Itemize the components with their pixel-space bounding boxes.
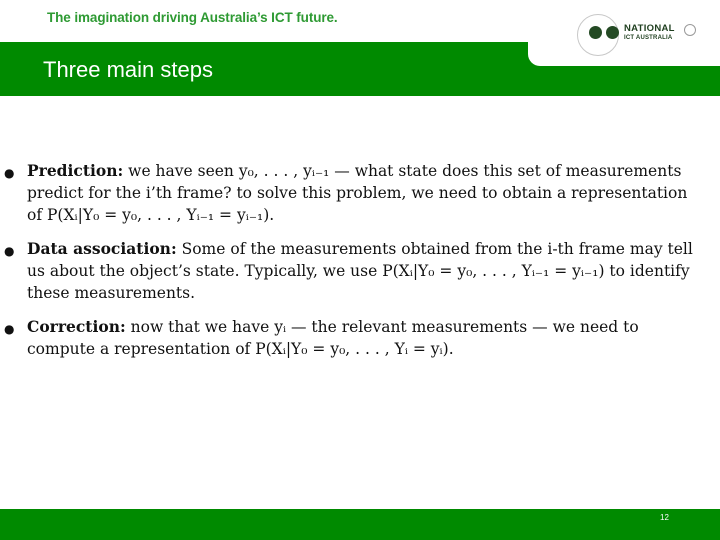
bullet-correction [0,316,700,360]
slide-title: Three main steps [43,57,213,82]
bullet-dot-icon: ● [4,322,15,336]
tagline: The imagination driving Australia’s ICT future. [47,10,338,25]
bullet-text: we have seen y₀, . . . , yᵢ₋₁ — what state does this set of measurements predict for the i’th frame? to solve this problem, we need to obtain a representation of P(Xᵢ|Y₀ = y₀, . . . , Yᵢ₋₁ = yᵢ₋₁). [27,162,688,224]
bullet-term: Prediction: [27,161,124,180]
logo-dot-icon [589,26,602,39]
bullet-dot-icon: ● [4,244,15,258]
bullet-text: Some of the measurements obtained from the i-th frame may tell us about the object’s state. Typically, we use P(Xᵢ|Y₀ = y₀, . . . , Yᵢ₋₁ = yᵢ₋₁) to identify these measurements. [27,240,693,302]
bullet-term: Data association: [27,239,177,258]
bullet-term: Correction: [27,317,126,336]
bullet-text: now that we have yᵢ — the relevant measurements — we need to compute a representation of P(Xᵢ|Y₀ = y₀, . . . , Yᵢ = yᵢ). [27,318,639,358]
bullet-dot-icon: ● [4,166,15,180]
bullet-data-association [0,238,700,304]
logo-dot-icon [606,26,619,39]
footer-band [0,509,720,540]
logo-small-ring-icon [684,24,696,36]
page-number: 12 [660,513,669,522]
logo-name: NATIONAL [624,23,675,34]
bullet-prediction [0,160,700,226]
bullet-list [0,160,700,372]
logo-subtitle: ICT AUSTRALIA [624,35,673,41]
